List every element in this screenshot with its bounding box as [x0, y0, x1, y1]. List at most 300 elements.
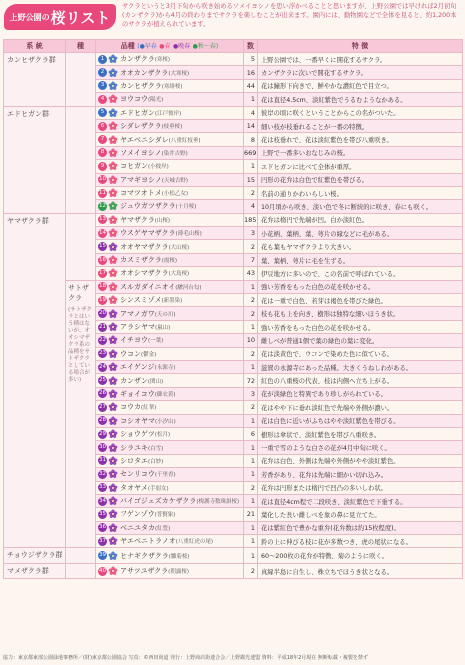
variety-cell — [96, 414, 244, 427]
variety-name: オオカンザクラ — [120, 68, 169, 77]
feature-text: 滋賀の永源寺にあった品種。大きくうねしわがある。 — [258, 360, 463, 373]
feature-text: 枝も花も上を向き、樹形は独特な細いほうき状。 — [258, 307, 463, 320]
variety-number: 14 — [99, 229, 106, 236]
feature-text: 花弁は円形または楕円で凹凸の多いしわ状。 — [258, 481, 463, 494]
tree-count: 44 — [244, 79, 258, 92]
variety-kanji: (江戸彼岸) — [155, 110, 182, 117]
variety-cell — [96, 93, 244, 106]
footer — [3, 654, 462, 661]
variety-name: コヒガン — [120, 162, 148, 171]
cherry-blossom-icon — [108, 523, 118, 533]
cherry-blossom-icon — [108, 349, 118, 359]
feature-text: 小花柄、葉柄、葉、萼片の縁などに毛がある。 — [258, 227, 463, 240]
feature-text: 彼岸の頃に咲くということからこの名がついた。 — [258, 106, 463, 119]
variety-cell — [96, 267, 244, 280]
feature-text: 円形の花弁は白色で紅紫色を帯びる。 — [258, 173, 463, 186]
cherry-blossom-icon — [108, 536, 118, 546]
variety-name: ウコン — [120, 349, 141, 358]
variety-cell — [96, 387, 244, 400]
variety-cell — [96, 280, 244, 293]
variety-kanji: (関山) — [147, 378, 164, 385]
header-species: 種 — [66, 40, 96, 53]
feature-text: 花が淡緑色と特異であり珍しがられている。 — [258, 387, 463, 400]
variety-name: ヤエベニシダレ — [120, 135, 169, 144]
variety-cell — [96, 160, 244, 173]
variety-cell — [96, 535, 244, 548]
variety-number: 4 — [98, 95, 107, 104]
variety-kanji: (大山桜) — [168, 244, 190, 251]
feature-text: 強い芳香をもった白色の花を咲かせる。 — [258, 280, 463, 293]
species-cell-empty — [66, 213, 96, 280]
cherry-blossom-icon — [108, 228, 118, 238]
tree-count: 1 — [244, 521, 258, 534]
legend-late: ●晩春 — [172, 43, 191, 50]
feature-text: 上野で一番多いおなじみの桜。 — [258, 146, 463, 159]
variety-name: ヤマザクラ — [120, 215, 155, 224]
header-system: 系 統 — [4, 40, 66, 53]
variety-kanji: (小松乙女) — [161, 191, 189, 198]
variety-name: ヤエベニトラノオ — [120, 537, 176, 546]
variety-number: 17 — [99, 269, 106, 276]
variety-name: スルガダイニオイ — [120, 282, 176, 291]
tree-count: 2 — [244, 347, 258, 360]
variety-cell — [96, 320, 244, 333]
variety-name: ベニユタカ — [120, 523, 155, 532]
cherry-blossom-icon — [108, 255, 118, 265]
variety-name: コマツオトメ — [120, 189, 162, 198]
tree-count: 2 — [244, 401, 258, 414]
tree-count: 15 — [244, 173, 258, 186]
variety-number: 8 — [98, 148, 107, 157]
variety-cell — [96, 521, 244, 534]
variety-number: 29 — [99, 430, 106, 437]
variety-number: 7 — [98, 135, 107, 144]
tree-count: 1 — [244, 454, 258, 467]
species-cell — [66, 280, 96, 548]
variety-number: 28 — [99, 417, 106, 424]
cherry-blossom-icon — [108, 215, 118, 225]
variety-name: カンヒザクラ — [120, 81, 162, 90]
variety-name: ヒナギクザクラ — [120, 551, 169, 560]
variety-number: 40 — [99, 567, 106, 574]
variety-name: カスミザクラ — [120, 256, 162, 265]
variety-name: アラシヤマ — [120, 323, 155, 331]
feature-text: 10月頃から咲き、淡い色で冬に断続的に咲き、春にも咲く。 — [258, 200, 463, 213]
tree-count: 3 — [244, 387, 258, 400]
tree-count: 10 — [244, 334, 258, 347]
variety-cell — [96, 494, 244, 507]
tree-count: 4 — [244, 106, 258, 119]
cherry-blossom-icon — [108, 121, 118, 131]
cherry-list-table — [3, 39, 463, 579]
variety-name: エドヒガン — [120, 108, 155, 117]
variety-cell — [96, 66, 244, 79]
variety-kanji: (小彼岸) — [148, 164, 169, 171]
variety-name: フゲンゾウ — [120, 510, 155, 519]
tree-count: 1 — [244, 414, 258, 427]
tree-count: 185 — [244, 213, 258, 226]
cherry-blossom-icon — [108, 429, 118, 439]
title-badge — [4, 4, 116, 30]
feature-text: 花は直径4cm程で二段咲き、淡紅紫色で下垂する。 — [258, 494, 463, 507]
feature-text: 鈴の上に伸びる枝に花が多数つき、虎の尾状になる。 — [258, 535, 463, 548]
cherry-blossom-icon — [108, 483, 118, 493]
feature-text: 花は白色に近いがふちはやや淡紅紫色を帯びる。 — [258, 414, 463, 427]
system-cell: カンヒザクラ群 — [4, 53, 66, 107]
feature-text: エドヒガンに比べて全体が重厚。 — [258, 160, 463, 173]
variety-number: 23 — [99, 350, 106, 357]
feature-text: 樹形は傘状で、淡紅紫色を帯び八重咲き。 — [258, 427, 463, 440]
variety-name: カンザン — [120, 376, 148, 385]
feature-text: 花は一重で白色、若芽は褐色を帯びた緑色。 — [258, 294, 463, 307]
feature-text: 強い芳香をもった白色の花を咲かせる。 — [258, 320, 463, 333]
variety-name: シラユキ — [120, 443, 148, 452]
feature-text: 花はやや下に垂れ淡紅色で先端や外側が濃い。 — [258, 401, 463, 414]
variety-kanji: (新墨染) — [161, 298, 183, 305]
feature-text: 一重で雪のような白さの花が4月中旬に咲く。 — [258, 441, 463, 454]
variety-name: シロタエ — [120, 456, 148, 465]
variety-kanji: (白雪) — [148, 445, 164, 452]
variety-number: 26 — [99, 390, 106, 397]
variety-number: 16 — [99, 256, 106, 263]
cherry-blossom-icon — [108, 335, 118, 345]
variety-number: 6 — [98, 122, 107, 131]
cherry-blossom-icon — [108, 295, 118, 305]
variety-number: 11 — [99, 189, 106, 196]
variety-cell — [96, 441, 244, 454]
variety-cell — [96, 119, 244, 132]
header-name-label: 品種 — [120, 42, 135, 50]
cherry-blossom-icon — [108, 268, 118, 278]
variety-cell — [96, 360, 244, 373]
variety-kanji: (雛菊桜) — [168, 553, 190, 560]
page-title: 桜リスト — [50, 8, 111, 27]
variety-cell — [96, 227, 244, 240]
variety-name: アサツユザクラ — [120, 567, 169, 576]
variety-cell — [96, 186, 244, 199]
variety-name: コウカ — [120, 403, 141, 412]
cherry-blossom-icon — [108, 416, 118, 426]
variety-kanji: (寒桜) — [154, 57, 171, 64]
table-body — [4, 53, 463, 579]
variety-name: オオシマザクラ — [120, 269, 169, 278]
variety-number: 32 — [99, 470, 106, 477]
cherry-blossom-icon — [108, 108, 118, 118]
variety-kanji: (小汐山) — [155, 418, 176, 425]
variety-number: 21 — [99, 323, 106, 330]
table-row — [4, 106, 463, 119]
cherry-blossom-icon — [108, 68, 118, 78]
variety-kanji: (白妙) — [148, 458, 164, 465]
tree-count: 2 — [244, 307, 258, 320]
tree-count: 4 — [244, 200, 258, 213]
variety-cell — [96, 427, 244, 440]
variety-kanji: (天城吉野) — [161, 177, 189, 184]
cherry-blossom-icon — [108, 456, 118, 466]
feature-text: 花は枝垂れで、花は淡紅紫色を帯び八重咲き。 — [258, 133, 463, 146]
variety-name: ショウゲツ — [120, 430, 155, 439]
tree-count: 14 — [244, 119, 258, 132]
cherry-blossom-icon — [108, 309, 118, 319]
variety-kanji: (八重紅枝垂) — [168, 137, 201, 144]
variety-number: 9 — [98, 162, 107, 171]
cherry-blossom-icon — [108, 566, 118, 576]
feature-text: 上野公園では、一番早くに開花するサクラ。 — [258, 53, 463, 66]
cherry-blossom-icon — [108, 509, 118, 519]
table-row — [4, 548, 463, 563]
variety-number: 19 — [99, 296, 106, 303]
variety-cell — [96, 240, 244, 253]
variety-number: 35 — [99, 510, 106, 517]
species-cell-empty — [66, 106, 96, 213]
variety-number: 30 — [99, 444, 106, 451]
variety-cell — [96, 133, 244, 146]
variety-cell — [96, 173, 244, 186]
table-row — [4, 213, 463, 226]
tree-count: 1 — [244, 468, 258, 481]
variety-number: 39 — [99, 552, 106, 559]
feature-text: 花弁は白色、外側は先端や外側がやや淡紅紫色。 — [258, 454, 463, 467]
feature-text: 花は鐘形下向きで、鮮やかな濃紅色で目立つ。 — [258, 79, 463, 92]
variety-name: ヨウコウ — [120, 95, 148, 104]
cherry-blossom-icon — [108, 94, 118, 104]
variety-cell — [96, 200, 244, 213]
variety-cell — [96, 79, 244, 92]
variety-kanji: (手弱女) — [147, 485, 169, 492]
variety-number: 37 — [99, 537, 106, 544]
variety-cell — [96, 508, 244, 521]
feature-text: 細い枝が枝垂れることが一番の特徴。 — [258, 119, 463, 132]
species-cell-empty — [66, 53, 96, 107]
tree-count: 43 — [244, 267, 258, 280]
species-cell-empty — [66, 548, 96, 563]
title-prefix: 上野公園の — [9, 12, 50, 22]
feature-text: 花は淡黄色で、ウコンで染めた色に似ている。 — [258, 347, 463, 360]
variety-number: 18 — [99, 283, 106, 290]
table-header-row — [4, 40, 463, 53]
species-label: サトザクラ — [68, 283, 89, 302]
variety-kanji: (陽光) — [148, 97, 164, 104]
cherry-blossom-icon — [108, 496, 118, 506]
variety-cell — [96, 213, 244, 226]
species-cell-empty — [66, 563, 96, 578]
variety-number: 27 — [99, 403, 106, 410]
variety-kanji: (染井吉野) — [161, 150, 188, 157]
feature-text: 葉化した長い雌しべを象の鼻に見立てた。 — [258, 508, 463, 521]
feature-text: 60〜200枚の花弁が特徴、菊のように咲く。 — [258, 548, 463, 563]
cherry-blossom-icon — [108, 188, 118, 198]
variety-number: 12 — [99, 202, 106, 209]
tree-count: 1 — [244, 160, 258, 173]
variety-cell — [96, 53, 244, 66]
variety-number: 1 — [98, 55, 107, 64]
variety-cell — [96, 374, 244, 387]
table-row — [4, 53, 463, 66]
feature-text: 真縁半島に自生し、株立ちでほうき状となる。 — [258, 563, 463, 578]
footer-photo: 写真：©西田尚道 — [128, 655, 169, 661]
variety-name: エイゲンジ — [120, 363, 155, 372]
tree-count: 2 — [244, 186, 258, 199]
tree-count: 1 — [244, 441, 258, 454]
variety-kanji: (千里香) — [154, 472, 176, 479]
table-row — [4, 280, 463, 293]
variety-number: 13 — [99, 216, 106, 223]
cherry-blossom-icon — [108, 148, 118, 158]
variety-kanji: (薄毛山桜) — [175, 231, 202, 238]
variety-kanji: (松月) — [154, 432, 171, 439]
tree-count: 7 — [244, 253, 258, 266]
variety-number: 33 — [99, 484, 106, 491]
variety-name: センリコウ — [120, 470, 155, 479]
legend-early: (●早春 — [137, 43, 157, 50]
variety-kanji: (嵐山) — [155, 325, 171, 331]
cherry-blossom-icon — [108, 551, 118, 561]
variety-cell — [96, 481, 244, 494]
variety-kanji: (普賢象) — [154, 512, 176, 519]
header-count: 数 — [244, 40, 258, 53]
header-feature: 特 徴 — [258, 40, 463, 53]
feature-text: 花は直径4.5cm、淡紅紫色でうるむようなかある。 — [258, 93, 463, 106]
variety-cell — [96, 294, 244, 307]
footer-publisher: 発行：上野商店街連合会／上野観光連盟 — [170, 655, 261, 661]
variety-name: アマギヨシノ — [120, 175, 162, 184]
variety-name: ウスゲヤマザクラ — [120, 229, 176, 238]
system-cell: ヤマザクラ群 — [4, 213, 66, 548]
tree-count: 669 — [244, 146, 258, 159]
header — [0, 0, 465, 36]
feature-text: 花は紫紅色で豊かな重弁(花弁数は約15枚程度)。 — [258, 521, 463, 534]
variety-kanji: (十月桜) — [175, 204, 197, 211]
variety-name: アマノガワ — [120, 309, 155, 318]
variety-kanji: (一葉) — [148, 338, 164, 345]
variety-name: ジュウガツザクラ — [120, 202, 176, 211]
footer-coop: 協力：東京都東部公園緑地事務所／(財)東京都公園協会 — [3, 655, 127, 661]
variety-name: イチヨウ — [120, 336, 148, 345]
cherry-blossom-icon — [108, 201, 118, 211]
tree-count: 2 — [244, 481, 258, 494]
header-name — [96, 40, 244, 53]
variety-cell — [96, 253, 244, 266]
legend-autumn: ●秋〜春) — [192, 43, 219, 50]
variety-kanji: (枝垂桜) — [161, 124, 183, 131]
tree-count: 6 — [244, 427, 258, 440]
variety-cell — [96, 307, 244, 320]
cherry-blossom-icon — [108, 322, 118, 332]
variety-number: 3 — [98, 81, 107, 90]
cherry-blossom-icon — [108, 389, 118, 399]
variety-kanji: (八重紅虎の尾) — [175, 539, 214, 546]
system-cell: エドヒガン群 — [4, 106, 66, 213]
variety-cell — [96, 146, 244, 159]
legend-full: ●春 — [159, 43, 171, 50]
variety-name: オオヤマザクラ — [120, 242, 169, 251]
variety-name: コシオヤマ — [120, 416, 155, 425]
variety-cell — [96, 334, 244, 347]
tree-count: 21 — [244, 508, 258, 521]
variety-number: 20 — [99, 310, 106, 317]
variety-kanji: (紅豊) — [155, 525, 171, 532]
variety-name: シダレザクラ — [120, 122, 162, 131]
feature-text: 紅色の八重桜の代表、枝は内側へ立ち上がる。 — [258, 374, 463, 387]
cherry-blossom-icon — [108, 402, 118, 412]
variety-cell — [96, 347, 244, 360]
variety-cell — [96, 401, 244, 414]
feature-text: 花も葉もヤマザクラより大きい。 — [258, 240, 463, 253]
tree-count: 72 — [244, 374, 258, 387]
variety-number: 10 — [99, 176, 106, 183]
cherry-blossom-icon — [108, 362, 118, 372]
cherry-blossom-icon — [108, 135, 118, 145]
variety-number: 25 — [99, 377, 106, 384]
tree-count: 1 — [244, 320, 258, 333]
cherry-blossom-icon — [108, 282, 118, 292]
tree-count: 1 — [244, 93, 258, 106]
variety-kanji: (御衣黄) — [154, 391, 176, 398]
cherry-blossom-icon — [108, 376, 118, 386]
variety-kanji: (駿河台匂) — [175, 284, 202, 291]
variety-number: 36 — [99, 524, 106, 531]
variety-kanji: (紅華) — [141, 405, 157, 412]
variety-kanji: (鬱金) — [141, 351, 157, 358]
feature-text: 葉、葉柄、萼片に毛を生ずる。 — [258, 253, 463, 266]
variety-number: 34 — [99, 497, 106, 504]
variety-cell — [96, 106, 244, 119]
variety-name: タオヤメ — [120, 483, 148, 492]
variety-kanji: (寒緋桜) — [161, 83, 183, 90]
variety-kanji: (永源寺) — [154, 365, 176, 372]
cherry-blossom-icon — [108, 54, 118, 64]
variety-name: カンザクラ — [120, 55, 155, 64]
feature-text: 名前の通りかわいらしい桜。 — [258, 186, 463, 199]
feature-text: 花弁は楕円で先端が凹。白か淡紅色。 — [258, 213, 463, 226]
cherry-blossom-icon — [108, 161, 118, 171]
cherry-blossom-icon — [108, 175, 118, 185]
tree-count: 1 — [244, 548, 258, 563]
variety-number: 5 — [98, 108, 107, 117]
table-row — [4, 563, 463, 578]
tree-count: 5 — [244, 53, 258, 66]
intro-text: サクラというと3月下旬から咲き始めるソメイヨシノを思い浮かべることと思いますが、上野公園では早ければ2月初旬(カンザクラ)から4月の終わりまでサクラを楽しむことが出来ます。園内には、動物園などで全体を見ると、約1,200本のサクラが植えられています。 — [122, 3, 457, 28]
variety-number: 31 — [99, 457, 106, 464]
variety-name: ギョイコウ — [120, 389, 155, 398]
system-cell: マメザクラ群 — [4, 563, 66, 578]
tree-count: 2 — [244, 240, 258, 253]
cherry-blossom-icon — [108, 469, 118, 479]
variety-number: 22 — [99, 336, 106, 343]
variety-cell — [96, 563, 244, 578]
variety-kanji: (梅護寺数珠掛桜) — [196, 499, 240, 506]
tree-count: 1 — [244, 535, 258, 548]
variety-name: シンスミゾメ — [120, 296, 162, 305]
variety-number: 24 — [99, 363, 106, 370]
variety-kanji: (霞桜) — [161, 258, 178, 265]
cherry-blossom-icon — [108, 81, 118, 91]
variety-number: 15 — [99, 243, 106, 250]
system-cell: チョウジザクラ群 — [4, 548, 66, 563]
variety-kanji: (朝露桜) — [168, 569, 189, 576]
variety-kanji: (大島桜) — [168, 271, 190, 278]
variety-kanji: (山桜) — [154, 217, 171, 224]
variety-name: ソメイヨシノ — [120, 148, 162, 157]
variety-number: 2 — [98, 68, 107, 77]
tree-count: 2 — [244, 294, 258, 307]
tree-count: 1 — [244, 280, 258, 293]
tree-count: 1 — [244, 360, 258, 373]
variety-kanji: (天の川) — [154, 311, 176, 318]
footer-source: 資料：平成18年2月現在 — [261, 655, 317, 661]
variety-cell — [96, 454, 244, 467]
variety-kanji: (大寒桜) — [168, 70, 190, 77]
